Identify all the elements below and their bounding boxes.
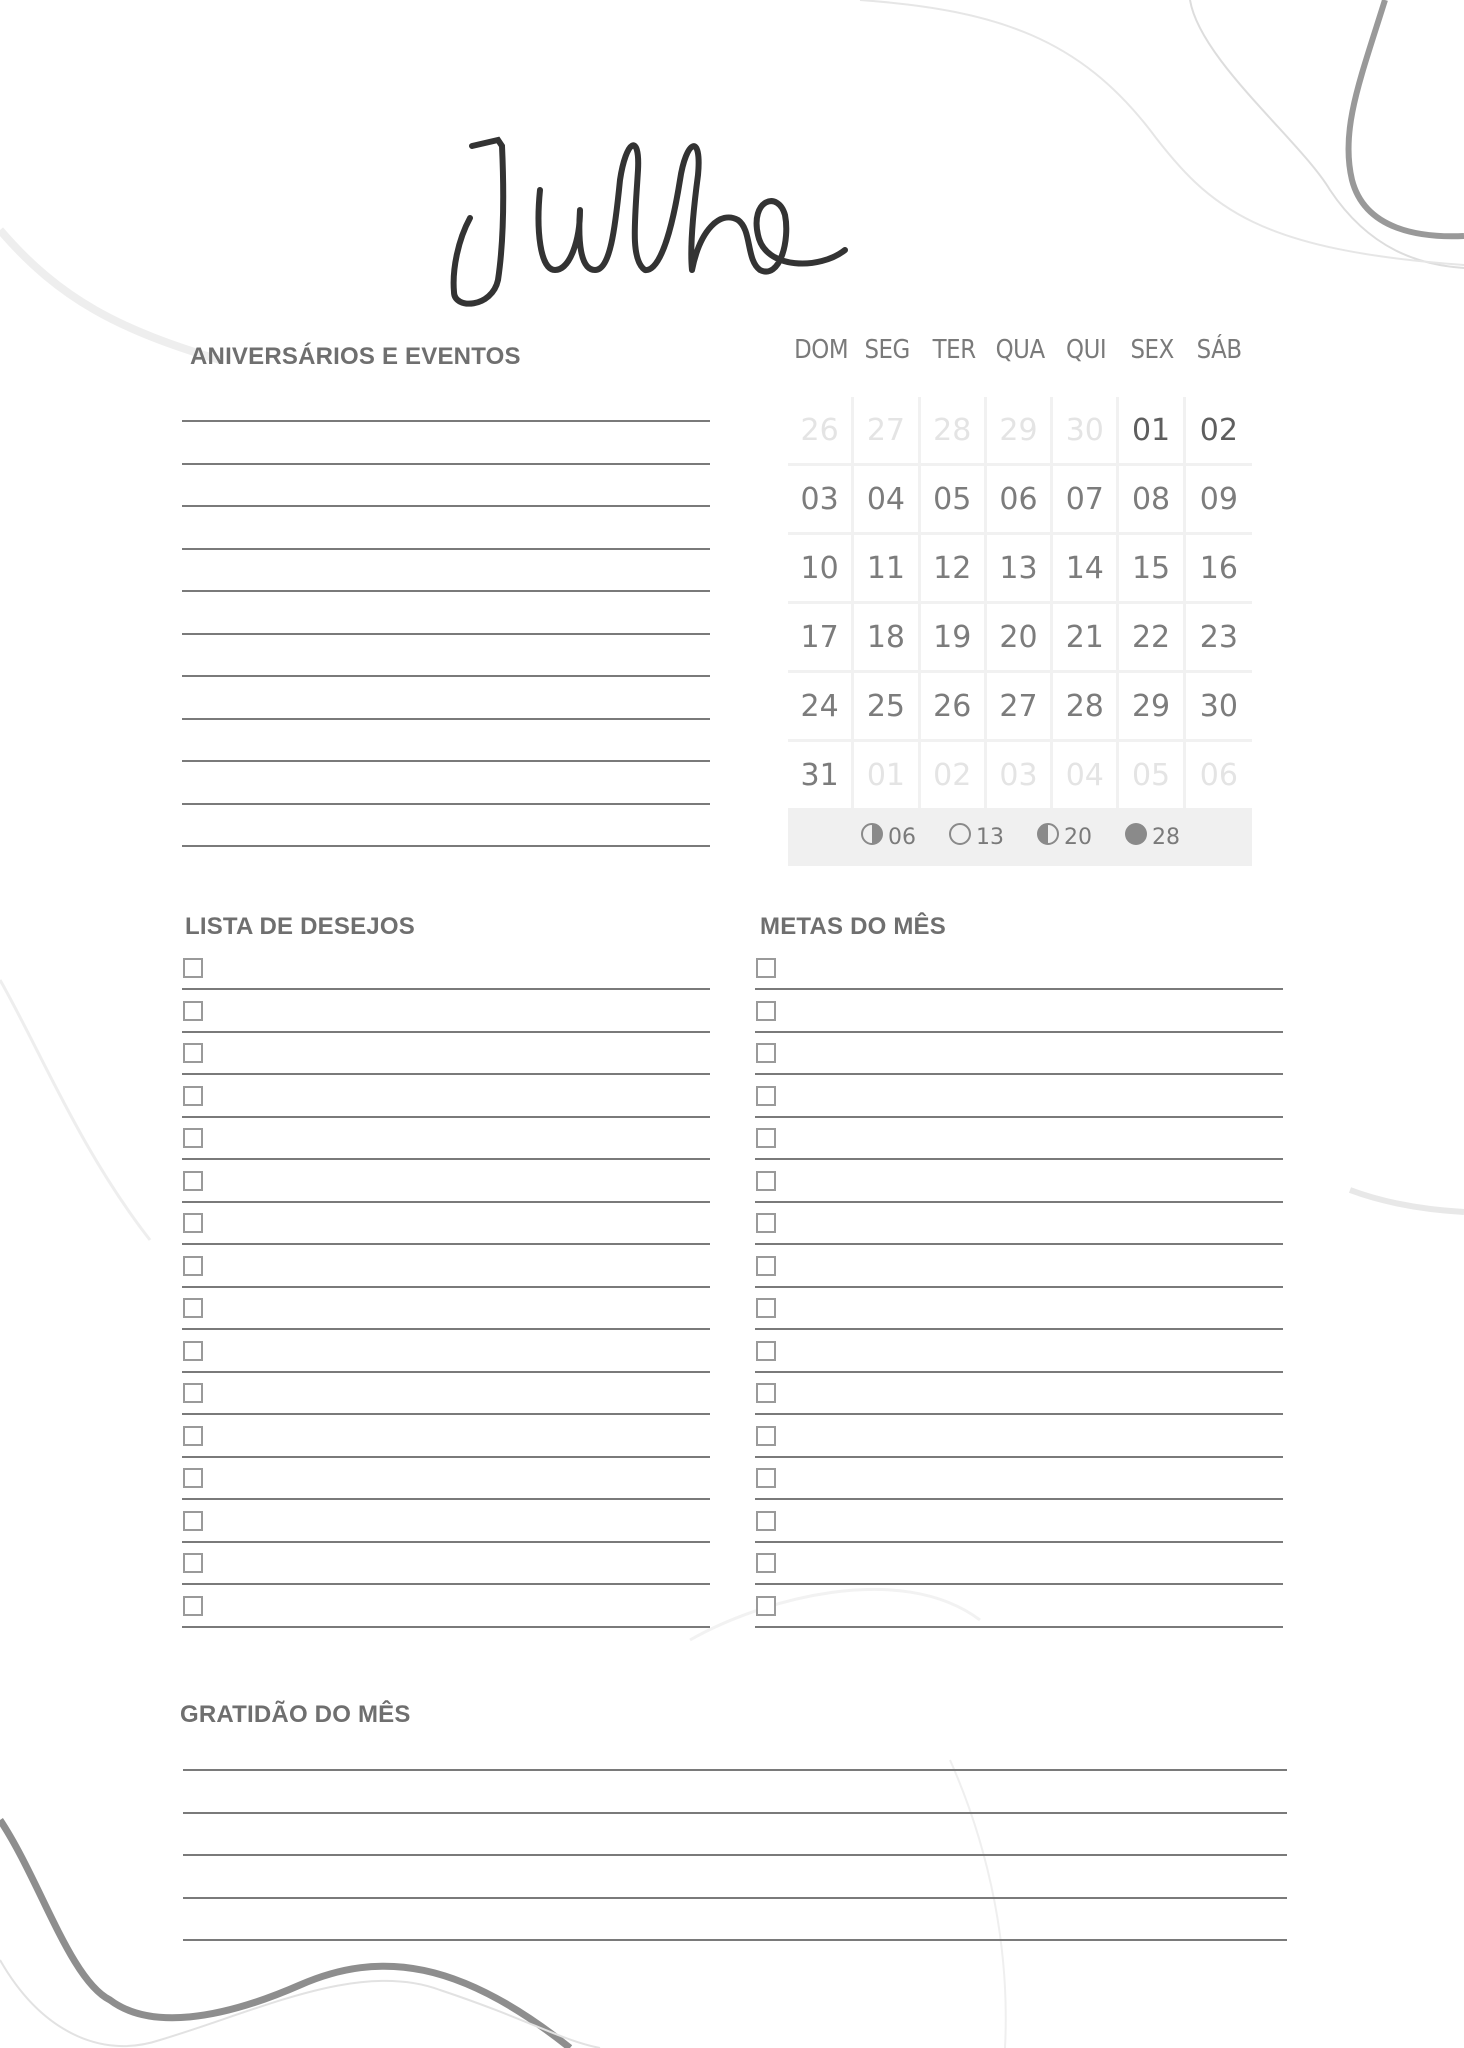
goals-item-line[interactable] [755,1031,1283,1033]
moon-phase [948,822,1004,852]
goals-item-checkbox[interactable] [756,1086,776,1106]
wishlist-item-checkbox[interactable] [183,1383,203,1403]
calendar-day[interactable]: 19 [921,604,987,673]
weekday-label: DOM [794,335,849,365]
goals-item-line[interactable] [755,1201,1283,1203]
calendar-day[interactable]: 30 [1186,673,1252,742]
calendar-day[interactable]: 08 [1119,466,1185,535]
goals-item-line[interactable] [755,1328,1283,1330]
wishlist-item-checkbox[interactable] [183,1298,203,1318]
calendar-day[interactable]: 13 [987,535,1053,604]
wishlist-item-checkbox[interactable] [183,1086,203,1106]
goals-item-line[interactable] [755,1073,1283,1075]
writing-line[interactable] [182,718,710,720]
calendar-day[interactable]: 27 [854,397,920,466]
calendar-grid [788,397,1252,808]
calendar-day[interactable]: 05 [1119,742,1185,808]
writing-line[interactable] [182,803,710,805]
writing-line[interactable] [182,675,710,677]
wishlist-item-checkbox[interactable] [183,1511,203,1531]
moon-phase-day: 20 [1064,824,1092,850]
month-title [440,120,1060,310]
calendar-weekday-header [788,330,1252,370]
moon-phase [860,822,916,852]
writing-line[interactable] [182,463,710,465]
calendar-day[interactable]: 06 [987,466,1053,535]
goals-item-checkbox[interactable] [756,1511,776,1531]
moon-phase-bar [788,808,1252,866]
calendar-day[interactable]: 29 [987,397,1053,466]
goals-item-checkbox[interactable] [756,1298,776,1318]
moon-phase [1124,822,1180,852]
weekday-label: SEG [864,335,911,365]
goals-heading: METAS DO MÊS [760,913,946,940]
calendar-day[interactable]: 28 [1053,673,1119,742]
calendar-day[interactable]: 14 [1053,535,1119,604]
goals-item-line[interactable] [755,1456,1283,1458]
waxing-quarter-moon-icon [1036,822,1060,852]
writing-line[interactable] [182,590,710,592]
calendar-day[interactable]: 25 [854,673,920,742]
wishlist-item-line[interactable] [182,1201,710,1203]
moon-phase [1036,822,1092,852]
calendar-day[interactable]: 23 [1186,604,1252,673]
gratitude-line[interactable] [183,1897,1287,1899]
goals-item-line[interactable] [755,1158,1283,1160]
calendar-day[interactable]: 03 [788,466,854,535]
calendar-day[interactable]: 05 [921,466,987,535]
goals-item-line[interactable] [755,1541,1283,1543]
goals-item-checkbox[interactable] [756,1596,776,1616]
goals-item-line[interactable] [755,1498,1283,1500]
goals-item-checkbox[interactable] [756,1426,776,1446]
wishlist-item-line[interactable] [182,1413,710,1415]
moon-phase-day: 13 [976,824,1004,850]
calendar-day[interactable]: 09 [1186,466,1252,535]
wishlist-item-checkbox[interactable] [183,1043,203,1063]
calendar-day[interactable]: 26 [788,397,854,466]
wishlist-item-checkbox[interactable] [183,1213,203,1233]
wishlist-item-line[interactable] [182,1286,710,1288]
full-moon-icon [948,822,972,852]
calendar-day[interactable]: 29 [1119,673,1185,742]
calendar-day[interactable]: 22 [1119,604,1185,673]
wishlist-item-checkbox[interactable] [183,1341,203,1361]
calendar-day[interactable]: 26 [921,673,987,742]
writing-line[interactable] [182,633,710,635]
calendar-day[interactable]: 20 [987,604,1053,673]
wishlist-item-checkbox[interactable] [183,1553,203,1573]
waning-quarter-moon-icon [860,822,884,852]
writing-line[interactable] [182,505,710,507]
wishlist-item-checkbox[interactable] [183,1001,203,1021]
calendar-day[interactable]: 04 [1053,742,1119,808]
calendar [788,330,1252,866]
calendar-day[interactable]: 03 [987,742,1053,808]
new-moon-icon [1124,822,1148,852]
writing-line[interactable] [182,420,710,422]
goals-item-checkbox[interactable] [756,1468,776,1488]
goals-item-checkbox[interactable] [756,1383,776,1403]
wishlist-item-line[interactable] [182,988,710,990]
gratitude-line[interactable] [183,1854,1287,1856]
goals-item-line[interactable] [755,1626,1283,1628]
calendar-day[interactable]: 06 [1199,757,1238,793]
wishlist-heading: LISTA DE DESEJOS [185,913,415,940]
calendar-day[interactable]: 28 [921,397,987,466]
calendar-day[interactable]: 02 [1186,397,1252,466]
calendar-day[interactable]: 24 [788,673,854,742]
calendar-day[interactable]: 01 [854,742,920,808]
calendar-day[interactable]: 15 [1119,535,1185,604]
gratitude-line[interactable] [183,1939,1287,1941]
calendar-day[interactable]: 12 [921,535,987,604]
writing-line[interactable] [182,548,710,550]
gratitude-heading: GRATIDÃO DO MÊS [180,1701,411,1728]
wishlist-item-checkbox[interactable] [183,1468,203,1488]
goals-item-checkbox[interactable] [756,1553,776,1573]
wishlist-item-line[interactable] [182,1456,710,1458]
wishlist-item-checkbox[interactable] [183,1256,203,1276]
calendar-day[interactable]: 30 [1053,397,1119,466]
goals-item-checkbox[interactable] [756,1128,776,1148]
calendar-day[interactable]: 10 [788,535,854,604]
wishlist-item-checkbox[interactable] [183,1426,203,1446]
wishlist-item-line[interactable] [182,1243,710,1245]
goals-item-line[interactable] [755,1371,1283,1373]
goals-item-checkbox[interactable] [756,1341,776,1361]
goals-item-checkbox[interactable] [756,1001,776,1021]
goals-item-line[interactable] [755,1243,1283,1245]
goals-item-line[interactable] [755,1286,1283,1288]
calendar-day[interactable]: 01 [1119,397,1185,466]
calendar-day[interactable]: 16 [1186,535,1252,604]
gratitude-line[interactable] [183,1769,1287,1771]
goals-item-checkbox[interactable] [756,1043,776,1063]
goals-item-line[interactable] [755,1413,1283,1415]
goals-item-checkbox[interactable] [756,958,776,978]
calendar-day[interactable]: 31 [788,742,854,808]
events-heading: ANIVERSÁRIOS E EVENTOS [190,343,521,370]
moon-phase-day: 06 [888,824,916,850]
wishlist-item-line[interactable] [182,1031,710,1033]
writing-line[interactable] [182,845,710,847]
calendar-day[interactable]: 21 [1053,604,1119,673]
goals-item-line[interactable] [755,988,1283,990]
calendar-day[interactable]: 04 [854,466,920,535]
calendar-day[interactable]: 17 [788,604,854,673]
wishlist-item-line[interactable] [182,1158,710,1160]
moon-phase-day: 28 [1152,824,1180,850]
goals-item-line[interactable] [755,1583,1283,1585]
wishlist-item-line[interactable] [182,1541,710,1543]
wishlist-item-checkbox[interactable] [183,1171,203,1191]
wishlist-item-line[interactable] [182,1116,710,1118]
weekday-label: QUI [1066,335,1107,365]
wishlist-item-line[interactable] [182,1498,710,1500]
wishlist-item-checkbox[interactable] [183,958,203,978]
goals-item-checkbox[interactable] [756,1213,776,1233]
goals-item-line[interactable] [755,1116,1283,1118]
wishlist-item-line[interactable] [182,1626,710,1628]
wishlist-item-checkbox[interactable] [183,1128,203,1148]
writing-line[interactable] [182,760,710,762]
calendar-day[interactable]: 27 [987,673,1053,742]
calendar-day[interactable]: 07 [1053,466,1119,535]
wishlist-item-line[interactable] [182,1328,710,1330]
weekday-label: TER [932,335,976,365]
goals-item-checkbox[interactable] [756,1256,776,1276]
weekday-label: SEX [1130,335,1175,365]
wishlist-item-line[interactable] [182,1073,710,1075]
wishlist-item-checkbox[interactable] [183,1596,203,1616]
calendar-day[interactable]: 02 [921,742,987,808]
weekday-label: SÁB [1196,335,1242,365]
wishlist-item-line[interactable] [182,1583,710,1585]
goals-item-checkbox[interactable] [756,1171,776,1191]
weekday-label: QUA [995,335,1045,365]
wishlist-item-line[interactable] [182,1371,710,1373]
gratitude-line[interactable] [183,1812,1287,1814]
calendar-day[interactable]: 11 [854,535,920,604]
calendar-day[interactable]: 18 [854,604,920,673]
